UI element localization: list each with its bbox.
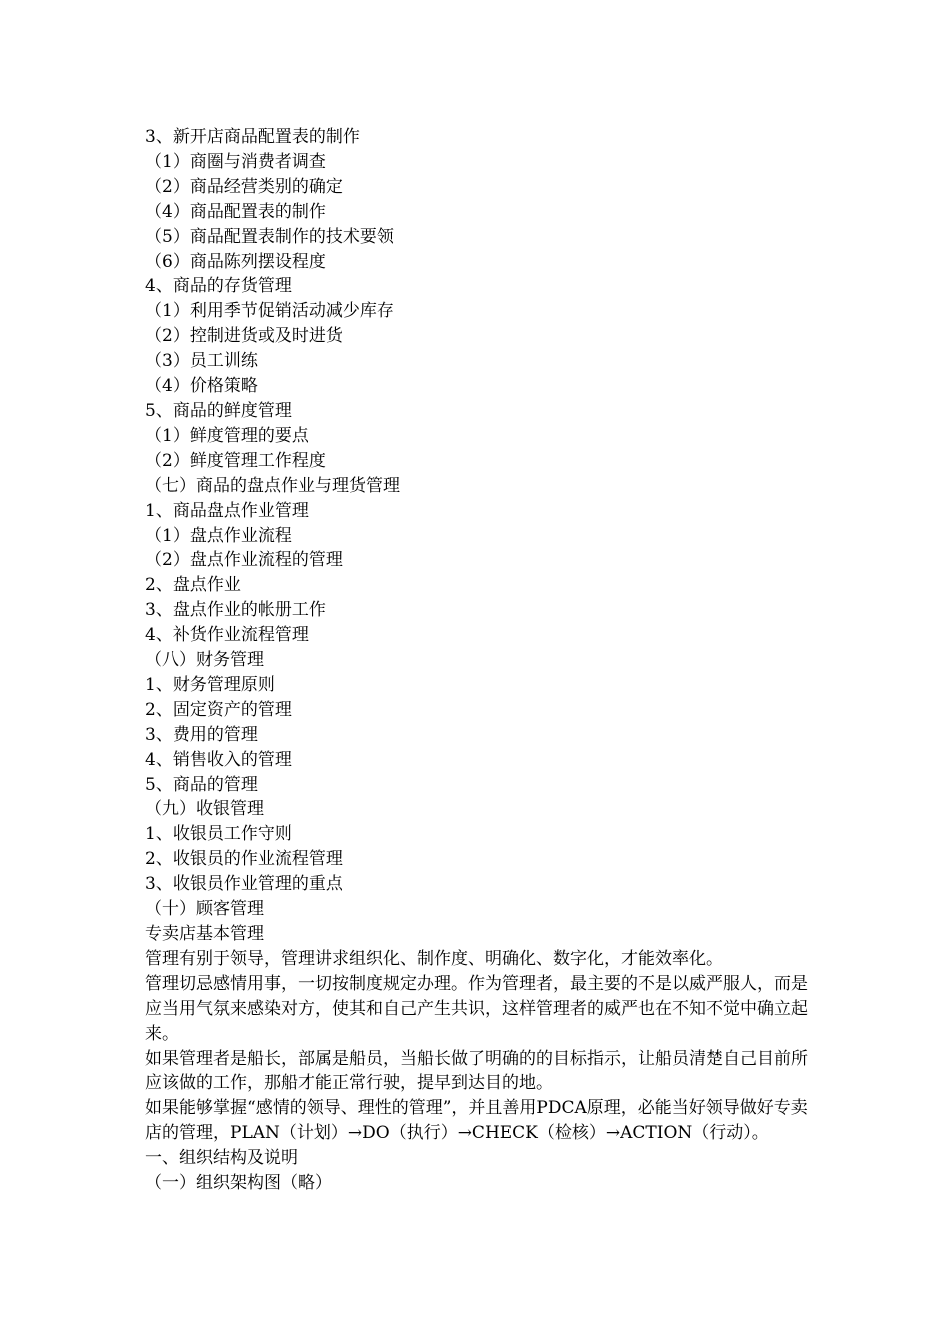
heading-5-freshness: 5、商品的鲜度管理	[145, 400, 292, 421]
section-heading-8: （八）财务管理	[145, 650, 264, 671]
list-item: （1）盘点作业流程	[145, 525, 292, 546]
list-item: （2）鲜度管理工作程度	[145, 450, 326, 471]
list-item: 2、盘点作业	[145, 575, 241, 596]
list-item: （6）商品陈列摆设程度	[145, 251, 326, 272]
paragraph: 如果管理者是船长，部属是船员，当船长做了明确的的目标指示，让船员清楚自己目前所应该做的工作，那船才能正常行驶，提早到达目的地。	[145, 1048, 808, 1094]
list-item: 5、商品的管理	[145, 774, 258, 795]
list-item: （2）商品经营类别的确定	[145, 176, 343, 197]
paragraph: 如果能够掌握“感情的领导、理性的管理”，并且善用PDCA原理，必能当好领导做好专卖店的管理，PLAN（计划）→DO（执行）→CHECK（检核）→ACTION（行动）。	[145, 1098, 808, 1144]
list-item: （2）盘点作业流程的管理	[145, 550, 343, 571]
list-item: 2、固定资产的管理	[145, 699, 292, 720]
list-item: （4）商品配置表的制作	[145, 201, 326, 222]
list-item: （2）控制进货或及时进货	[145, 326, 343, 347]
list-item: 3、盘点作业的帐册工作	[145, 600, 326, 621]
section-heading-10: （十）顾客管理	[145, 899, 264, 920]
list-item: 1、收银员工作守则	[145, 824, 292, 845]
list-item: 4、销售收入的管理	[145, 749, 292, 770]
list-item: （3）员工训练	[145, 351, 258, 372]
list-item: （一）组织架构图（略）	[145, 1173, 332, 1194]
paragraph: 管理有别于领导，管理讲求组织化、制作度、明确化、数字化，才能效率化。	[145, 948, 723, 969]
section-heading-org: 一、组织结构及说明	[145, 1148, 298, 1169]
section-heading-9: （九）收银管理	[145, 799, 264, 820]
list-item: 4、补货作业流程管理	[145, 625, 309, 646]
list-item: （1）鲜度管理的要点	[145, 425, 309, 446]
paragraph: 管理切忌感情用事，一切按制度规定办理。作为管理者，最主要的不是以威严服人，而是应当用气氛来感染对方，使其和自己产生共识，这样管理者的威严也在不知不觉中确立起来。	[145, 973, 808, 1044]
list-item: （1）利用季节促销活动减少库存	[145, 301, 394, 322]
list-item: 1、商品盘点作业管理	[145, 500, 309, 521]
list-item: （5）商品配置表制作的技术要领	[145, 226, 394, 247]
list-item: 1、财务管理原则	[145, 674, 275, 695]
list-item: 2、收银员的作业流程管理	[145, 849, 343, 870]
heading-4-inventory: 4、商品的存货管理	[145, 276, 292, 297]
list-item: 3、费用的管理	[145, 724, 258, 745]
document-body	[145, 125, 810, 1196]
chapter-title: 专卖店基本管理	[145, 924, 264, 944]
list-item: （4）价格策略	[145, 376, 258, 397]
list-item: 3、收银员作业管理的重点	[145, 874, 343, 895]
heading-3-new-store-config: 3、新开店商品配置表的制作	[145, 127, 360, 147]
section-heading-7: （七）商品的盘点作业与理货管理	[145, 475, 400, 496]
list-item: （1）商圈与消费者调查	[145, 151, 326, 172]
